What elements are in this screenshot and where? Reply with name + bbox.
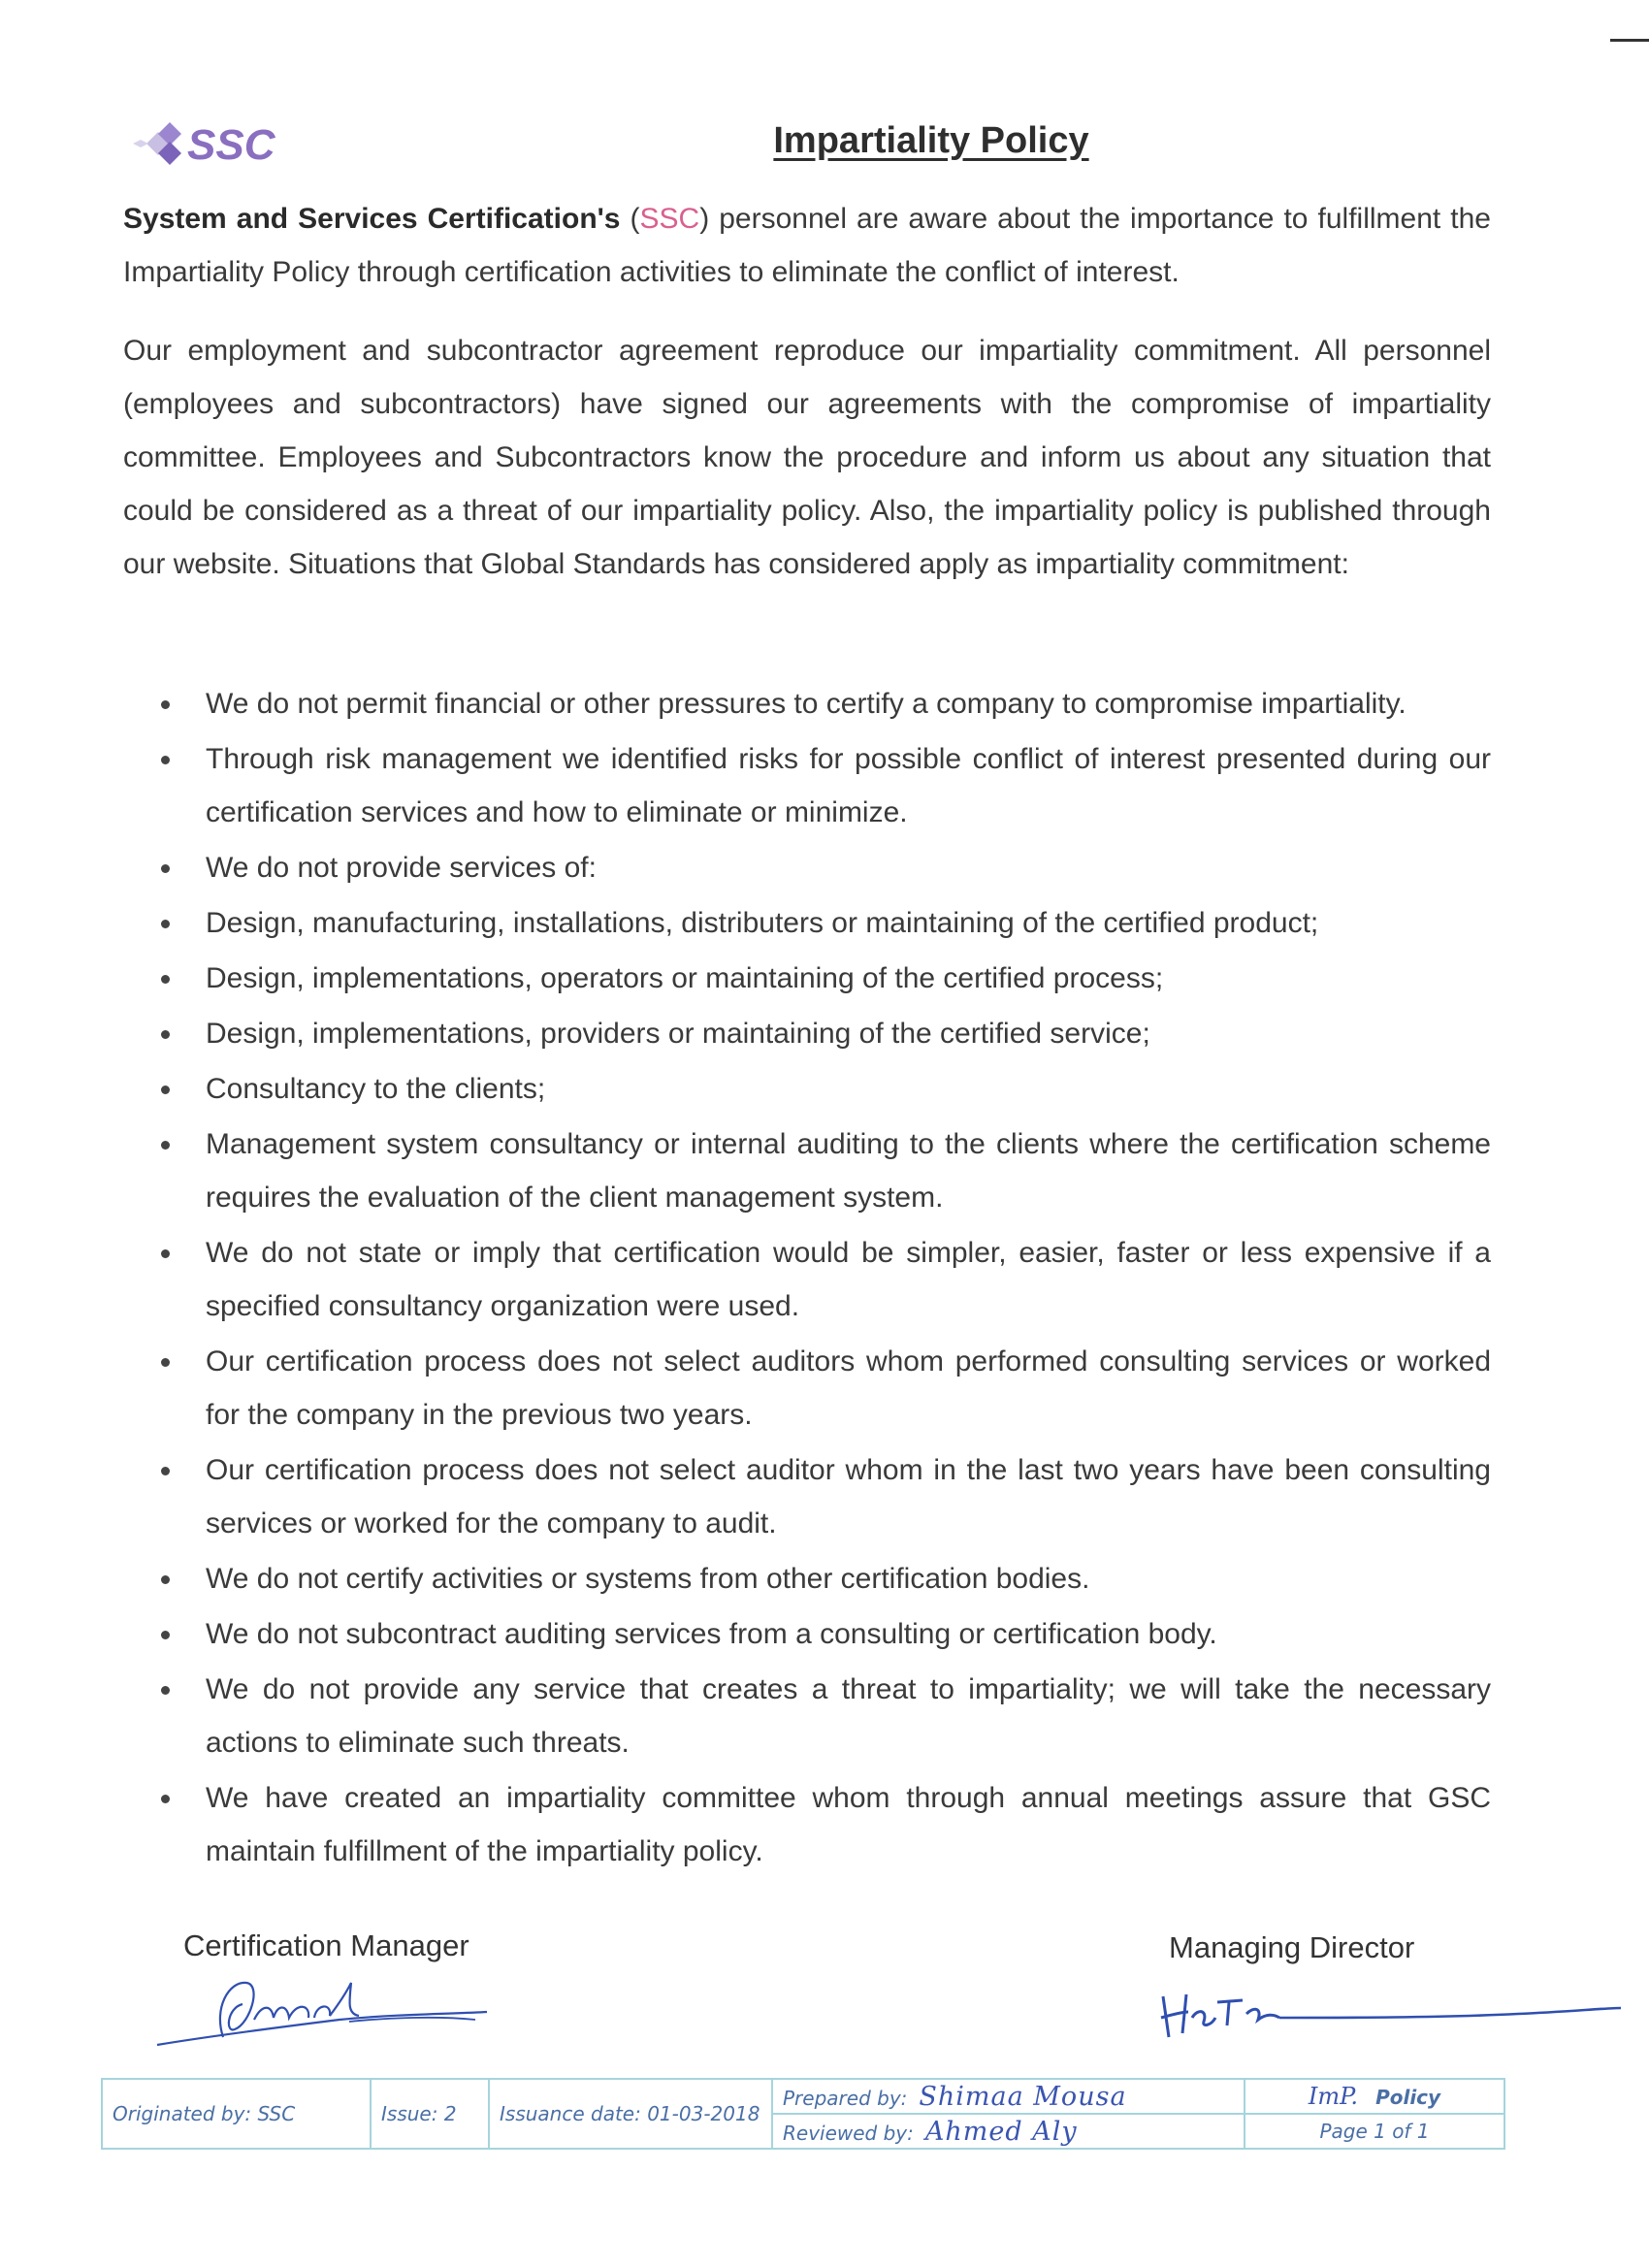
organization-name: System and Services Certification's [123, 203, 621, 235]
policy-handwritten-code: ImP. [1308, 2083, 1359, 2110]
bullet-icon [161, 700, 170, 709]
bullet-icon [161, 756, 170, 764]
ssc-abbreviation: SSC [639, 203, 700, 235]
intro-paragraph-rest: ) personnel are aware about the importance to fulfillment the Impartiality Policy through certification activities to eliminate the conflict of interest. [123, 203, 1491, 288]
reviewed-by-name: Ahmed Aly [924, 2116, 1078, 2147]
bullet-icon [161, 1467, 170, 1475]
policy-label: Policy [1375, 2086, 1441, 2109]
list-item: Management system consultancy or internal auditing to the clients where the certification scheme requires the evaluation of the client management system. [123, 1118, 1491, 1224]
impartiality-list [123, 677, 1491, 1880]
document-control-footer [101, 2078, 1505, 2150]
bullet-icon [161, 1631, 170, 1639]
list-item: We do not provide services of: [123, 841, 1491, 894]
commitment-paragraph: Our employment and subcontractor agreement reproduce our impartiality commitment. All personnel (employees and subcontractors) have signed our agreements with the compromise of impartiality committee. Employees and Subcontractors know the procedure and inform us about any situation that could be considered as a threat of our impartiality policy. Also, the impartiality policy is published through our website. Situations that Global Standards has considered apply as impartiality commitment: [123, 335, 1491, 580]
bullet-icon [161, 975, 170, 984]
prepared-by-cell [772, 2079, 1245, 2114]
bullet-icon [161, 1249, 170, 1258]
bullet-icon [161, 864, 170, 873]
list-item: Design, manufacturing, installations, distributers or maintaining of the certified product; [123, 896, 1491, 950]
list-item: We do not provide any service that creates a threat to impartiality; we will take the necessary actions to eliminate such threats. [123, 1663, 1491, 1769]
prepared-by-label: Prepared by: [783, 2086, 908, 2110]
list-item: We have created an impartiality committee whom through annual meetings assure that GSC maintain fulfillment of the impartiality policy. [123, 1771, 1491, 1878]
originated-by-cell: Originated by: SSC [102, 2079, 371, 2149]
list-item: Through risk management we identified risks for possible conflict of interest presented during our certification services and how to eliminate or minimize. [123, 732, 1491, 839]
reviewed-by-cell [772, 2114, 1245, 2149]
page-edge-mark [1610, 39, 1649, 42]
certification-manager-signature [146, 1969, 495, 2061]
issuance-date-cell: Issuance date: 01-03-2018 [489, 2079, 772, 2149]
list-item: We do not state or imply that certification would be simpler, easier, faster or less expensive if a specified consultancy organization were used. [123, 1226, 1491, 1333]
certification-manager-label: Certification Manager [183, 1928, 469, 1962]
bullet-icon [161, 1085, 170, 1094]
logo-text: SSC [187, 121, 275, 169]
handwritten-signature-icon [146, 1969, 495, 2057]
document-title: Impartiality Policy [773, 120, 1089, 161]
list-item: Design, implementations, providers or maintaining of the certified service; [123, 1007, 1491, 1060]
handwritten-signature-icon [1149, 1979, 1625, 2057]
bullet-icon [161, 1795, 170, 1803]
list-item: We do not permit financial or other pressures to certify a company to compromise impartiality. [123, 677, 1491, 730]
policy-cell [1245, 2079, 1504, 2114]
managing-director-label: Managing Director [1169, 1930, 1415, 1964]
bullet-icon [161, 1141, 170, 1150]
list-item: Consultancy to the clients; [123, 1062, 1491, 1116]
reviewed-by-label: Reviewed by: [783, 2121, 914, 2145]
intro-paragraph [123, 192, 1491, 299]
list-item: We do not certify activities or systems from other certification bodies. [123, 1552, 1491, 1605]
bullet-icon [161, 1358, 170, 1367]
list-item: We do not subcontract auditing services from a consulting or certification body. [123, 1607, 1491, 1661]
bullet-icon [161, 1686, 170, 1695]
list-item: Our certification process does not select auditors whom performed consulting services or worked for the company in the previous two years. [123, 1335, 1491, 1442]
bullet-icon [161, 1575, 170, 1584]
bullet-icon [161, 920, 170, 928]
open-paren: ( [620, 203, 640, 235]
bullet-icon [161, 1030, 170, 1039]
page-number-cell: Page 1 of 1 [1245, 2114, 1504, 2149]
list-item: Our certification process does not select auditor whom in the last two years have been consulting services or worked for the company to audit. [123, 1443, 1491, 1550]
list-item: Design, implementations, operators or maintaining of the certified process; [123, 952, 1491, 1005]
prepared-by-name: Shimaa Mousa [919, 2081, 1127, 2112]
managing-director-signature [1149, 1979, 1625, 2061]
issue-cell: Issue: 2 [371, 2079, 489, 2149]
